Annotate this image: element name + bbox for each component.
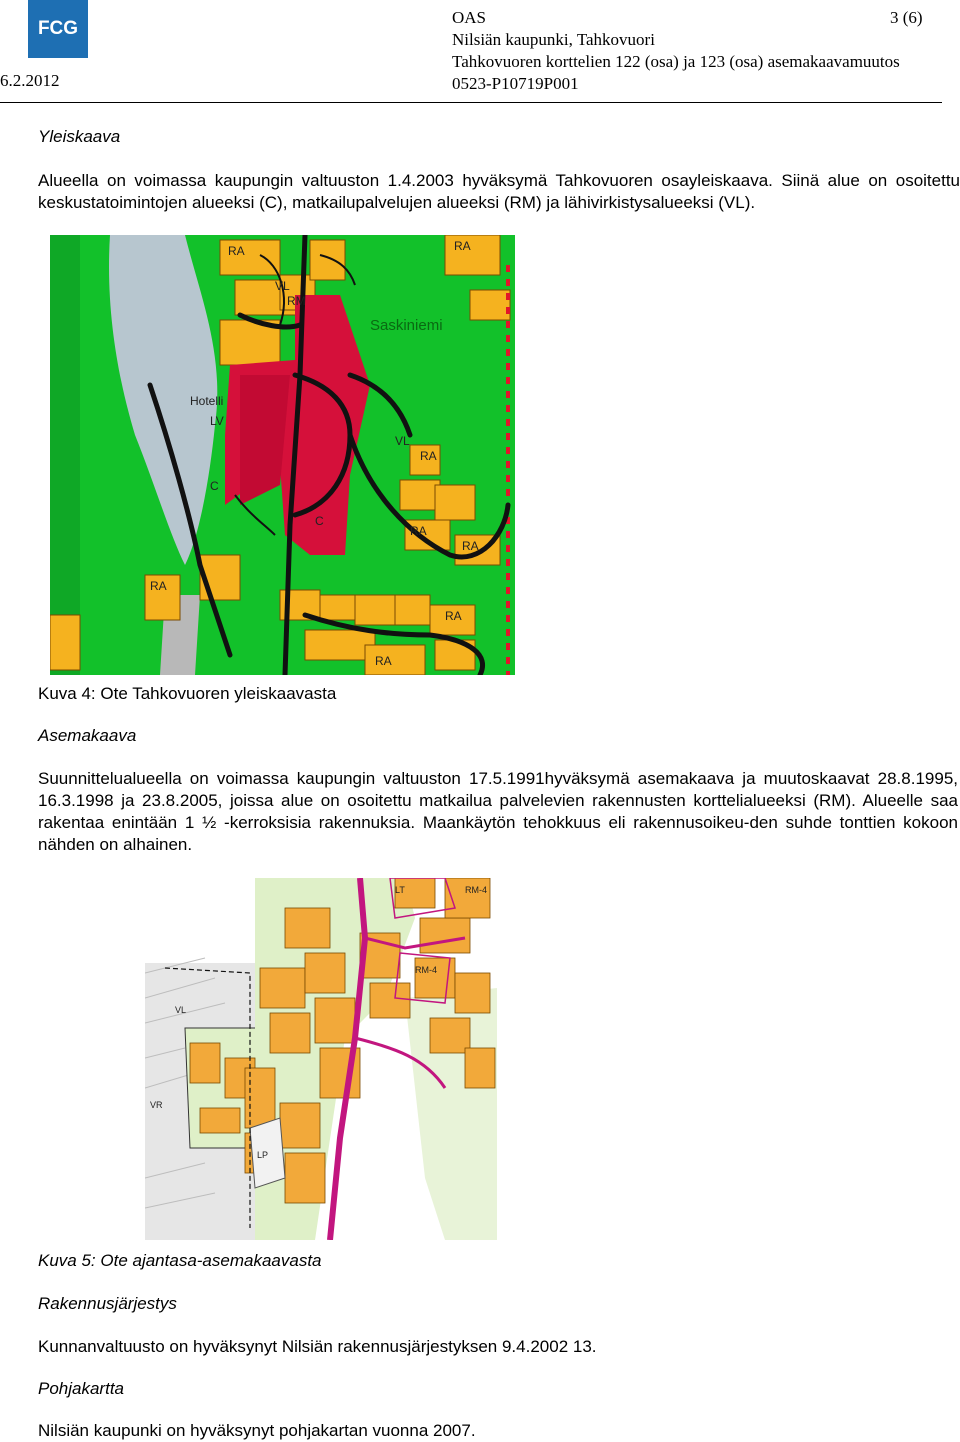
- svg-text:RM-4: RM-4: [465, 885, 487, 895]
- rakennusjarjestys-heading: Rakennusjärjestys: [38, 1294, 177, 1313]
- header-doc-type: OAS: [452, 8, 487, 27]
- svg-text:LV: LV: [210, 414, 224, 428]
- svg-text:RM: RM: [287, 294, 306, 308]
- asemakaava-map-image: [145, 878, 497, 1240]
- svg-text:RA: RA: [445, 609, 462, 623]
- header-municipality: Nilsiän kaupunki, Tahkovuori: [452, 30, 655, 49]
- svg-text:VR: VR: [150, 1100, 163, 1110]
- svg-text:C: C: [315, 514, 324, 528]
- svg-text:RA: RA: [410, 524, 427, 538]
- header-project-number: 0523-P10719P001: [452, 74, 579, 93]
- svg-text:RA: RA: [420, 449, 437, 463]
- svg-text:RM-4: RM-4: [415, 965, 437, 975]
- figure4-caption: Kuva 4: Ote Tahkovuoren yleiskaavasta: [38, 684, 337, 703]
- svg-text:VL: VL: [395, 434, 410, 448]
- header-date: 6.2.2012: [0, 71, 60, 90]
- svg-text:RA: RA: [462, 539, 479, 553]
- pohjakartta-heading: Pohjakartta: [38, 1379, 124, 1398]
- asemakaava-heading: Asemakaava: [38, 726, 137, 745]
- svg-text:RA: RA: [454, 239, 471, 253]
- svg-text:RA: RA: [228, 244, 245, 258]
- svg-text:LT: LT: [395, 885, 405, 895]
- asemakaava-paragraph: Suunnittelualueella on voimassa kaupungin valtuuston 17.5.1991hyväksymä asemakaava ja muutoskaavat 28.8.1995, 16.3.1998 ja 23.8.2005, joissa alue on osoitettu matkailua palvelevien rakennusten korttelialueeksi (RM). Alueelle saa rakentaa enintään 1 ½ -kerroksisia rakennuksia. Maankäytön tehokkuus eli rakennusoikeu-den suhde tonttien kokoon nähden on alhainen.: [38, 769, 958, 854]
- svg-text:C: C: [210, 479, 219, 493]
- header-page-number: 3 (6): [890, 8, 923, 27]
- pohjakartta-paragraph: Nilsiän kaupunki on hyväksynyt pohjakartan vuonna 2007.: [38, 1421, 476, 1440]
- svg-text:Hotelli: Hotelli: [190, 394, 224, 408]
- svg-text:RA: RA: [150, 579, 167, 593]
- yleiskaava-map-image: [50, 235, 515, 675]
- svg-text:RA: RA: [375, 654, 392, 668]
- figure5-caption: Kuva 5: Ote ajantasa-asemakaavasta: [38, 1251, 322, 1270]
- yleiskaava-heading: Yleiskaava: [38, 127, 121, 146]
- svg-text:LP: LP: [257, 1150, 269, 1160]
- svg-text:VL: VL: [175, 1005, 187, 1015]
- rakennusjarjestys-paragraph: Kunnanvaltuusto on hyväksynyt Nilsiän rakennusjärjestyksen 9.4.2002 13.: [38, 1337, 597, 1356]
- fcg-logo: FCG: [28, 0, 88, 58]
- header-divider: [0, 102, 942, 103]
- svg-text:VL: VL: [275, 279, 290, 293]
- svg-text:Saskiniemi: Saskiniemi: [370, 317, 443, 334]
- yleiskaava-paragraph: Alueella on voimassa kaupungin valtuuston 1.4.2003 hyväksymä Tahkovuoren osayleiskaava. Siinä alue on osoitettu keskustatoimintojen alueeksi (C), matkailupalvelujen alueeksi (RM) ja lähivirkistysalueeksi (VL).: [38, 171, 960, 212]
- header-project-title: Tahkovuoren korttelien 122 (osa) ja 123 (osa) asemakaavamuutos: [452, 52, 900, 71]
